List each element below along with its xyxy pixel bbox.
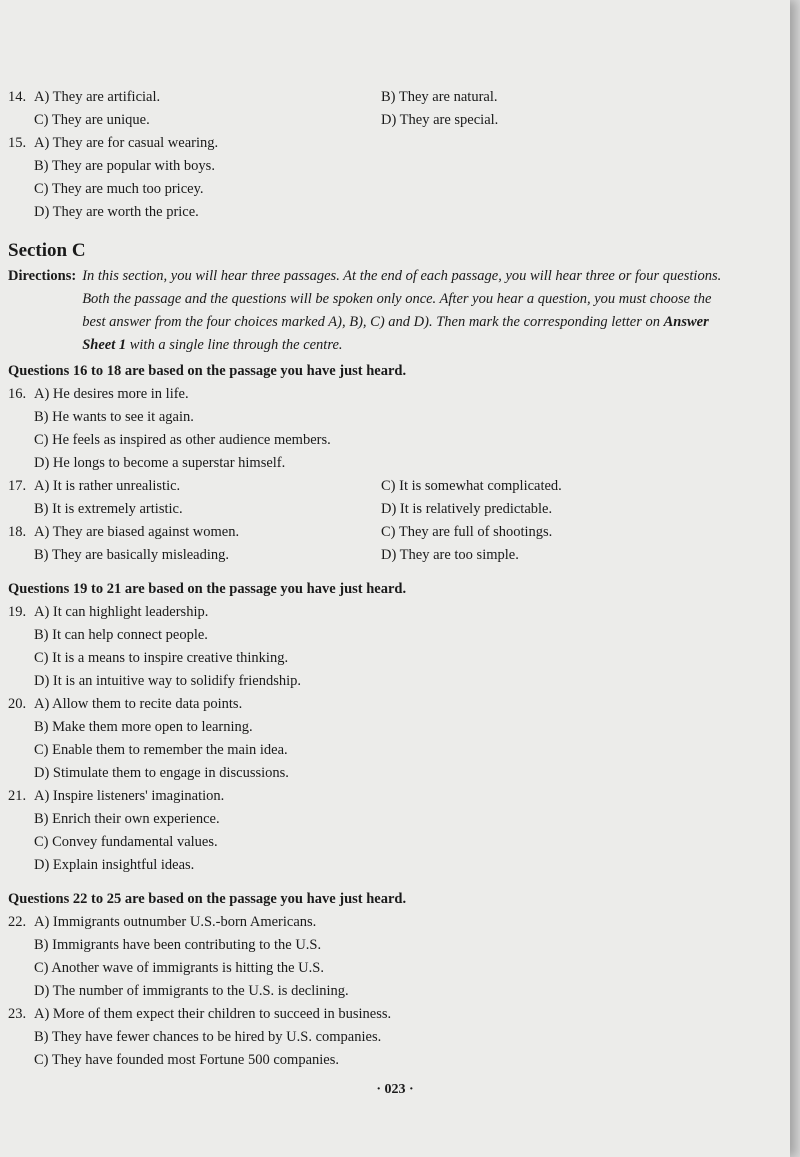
option-d: D) It is an intuitive way to solidify friendship.: [34, 673, 302, 689]
question-17: [8, 475, 748, 498]
option-b: B) They are basically misleading.: [34, 547, 230, 563]
option-d: D) Explain insightful ideas.: [34, 857, 195, 873]
question-16: [8, 383, 748, 406]
question-group-heading: Questions 19 to 21 are based on the passage you have just heard.: [8, 581, 407, 597]
option-d: D) He longs to become a superstar himself.: [34, 455, 286, 471]
option-d: D) They are worth the price.: [34, 204, 199, 220]
question-number: 16.: [8, 386, 27, 402]
option-b: B) Make them more open to learning.: [34, 719, 253, 735]
option-b: B) He wants to see it again.: [34, 409, 194, 425]
directions-text: In this section, you will hear three passages. At the end of each passage, you will hear three or four questions. Both the passage and the questions will be spoken only once. After you hear a question, you must choose the best answer from the four choices marked A), B), C) and D). Then mark the corresponding letter on Answer Sheet 1 with a single line through the centre.: [82, 268, 722, 353]
question-23: [8, 1003, 748, 1026]
page-number: · 023 ·: [376, 1082, 414, 1097]
option-d: D) They are too simple.: [381, 547, 519, 563]
option-d: D) Stimulate them to engage in discussions.: [34, 765, 289, 781]
option-b: B) It can help connect people.: [34, 627, 208, 643]
option-c: C) It is a means to inspire creative thinking.: [34, 650, 289, 666]
option-b: B) Enrich their own experience.: [34, 811, 220, 827]
question-21: [8, 785, 748, 808]
option-b: B) They have fewer chances to be hired by U.S. companies.: [34, 1029, 382, 1045]
directions: [8, 265, 748, 357]
option-a: A) They are artificial.: [34, 89, 161, 105]
option-c: C) They are full of shootings.: [381, 524, 553, 540]
option-d: D) It is relatively predictable.: [381, 501, 553, 517]
question-number: 19.: [8, 604, 27, 620]
question-22: [8, 911, 748, 934]
option-b: B) Immigrants have been contributing to the U.S.: [34, 937, 322, 953]
question-number: 21.: [8, 788, 27, 804]
question-group-heading: Questions 22 to 25 are based on the passage you have just heard.: [8, 891, 407, 907]
question-number: 22.: [8, 914, 27, 930]
question-19: [8, 601, 748, 624]
question-number: 14.: [8, 89, 27, 105]
question-group-heading: Questions 16 to 18 are based on the passage you have just heard.: [8, 363, 407, 379]
option-a: A) It is rather unrealistic.: [34, 478, 181, 494]
question-number: 20.: [8, 696, 27, 712]
option-c: C) They are much too pricey.: [34, 181, 204, 197]
question-18: [8, 521, 748, 544]
question-number: 23.: [8, 1006, 27, 1022]
option-c: C) He feels as inspired as other audience members.: [34, 432, 331, 448]
option-a: A) They are biased against women.: [34, 524, 240, 540]
question-20: [8, 693, 748, 716]
section-title: Section C: [8, 240, 86, 261]
option-c: C) Convey fundamental values.: [34, 834, 218, 850]
question-14: [8, 86, 748, 109]
question-15: [8, 132, 748, 155]
answer-sheet-ref: Answer Sheet 1: [82, 314, 709, 353]
option-a: A) Immigrants outnumber U.S.-born Americans.: [34, 914, 317, 930]
option-a: A) It can highlight leadership.: [34, 604, 209, 620]
option-a: A) They are for casual wearing.: [34, 135, 219, 151]
option-a: A) More of them expect their children to succeed in business.: [34, 1006, 392, 1022]
option-b: B) They are natural.: [381, 89, 498, 105]
directions-label: Directions:: [8, 268, 77, 284]
page-content: [8, 86, 748, 1072]
option-c: C) They are unique.: [34, 112, 150, 128]
option-c: C) It is somewhat complicated.: [381, 478, 562, 494]
option-a: A) Allow them to recite data points.: [34, 696, 243, 712]
option-d: D) The number of immigrants to the U.S. is declining.: [34, 983, 349, 999]
option-c: C) They have founded most Fortune 500 companies.: [34, 1052, 339, 1068]
question-number: 17.: [8, 478, 27, 494]
option-a: A) He desires more in life.: [34, 386, 189, 402]
question-number: 15.: [8, 135, 27, 151]
option-b: B) They are popular with boys.: [34, 158, 215, 174]
question-number: 18.: [8, 524, 27, 540]
option-c: C) Another wave of immigrants is hitting the U.S.: [34, 960, 324, 976]
option-c: C) Enable them to remember the main idea.: [34, 742, 288, 758]
option-a: A) Inspire listeners' imagination.: [34, 788, 225, 804]
option-b: B) It is extremely artistic.: [34, 501, 183, 517]
option-d: D) They are special.: [381, 112, 499, 128]
